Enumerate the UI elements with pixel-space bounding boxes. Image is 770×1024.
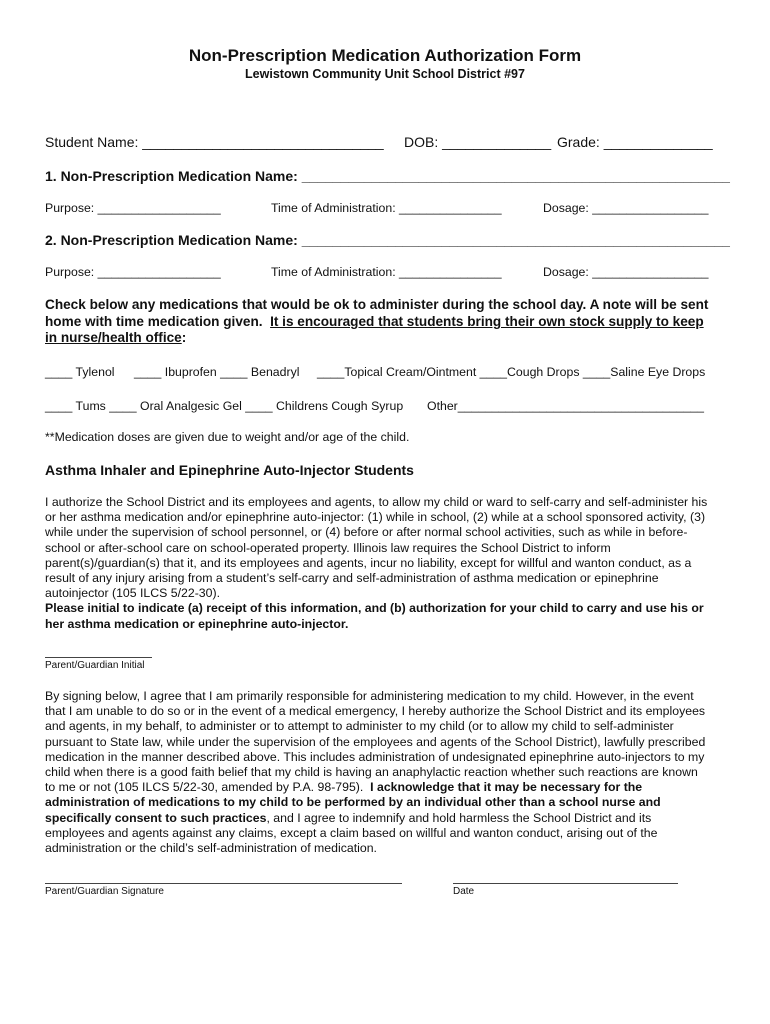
medication-option-topical-cough-eye[interactable]: ____Topical Cream/Ointment ____Cough Drops ____Saline Eye Drops [317,365,706,379]
signature-line[interactable] [45,883,402,884]
acknowledgement-line: administration of medications to my child to be performed by an individual other than a school nurse and [45,795,661,810]
medication-1-purpose-field[interactable]: Purpose: __________________ [45,201,221,215]
initial-line[interactable] [45,657,152,658]
asthma-paragraph [45,495,735,632]
medication-2-purpose-field[interactable]: Purpose: __________________ [45,265,221,279]
asthma-bold-line: Please initial to indicate (a) receipt of this information, and (b) authorization for your child to carry and use his or [45,601,704,616]
medication-option-other[interactable]: Other____________________________________ [427,399,704,413]
check-instructions-line-1: Check below any medications that would be ok to administer during the school day. A note will be sent [45,297,709,312]
date-line[interactable] [453,883,678,884]
agreement-line: medication in the manner described above. This includes administration of undesignated epinephrine auto-injectors to my [45,749,705,764]
medication-1-time-field[interactable]: Time of Administration: _______________ [271,201,502,215]
acknowledgement-text: I acknowledge that it may be necessary for the [370,780,643,795]
date-label: Date [453,886,475,897]
asthma-bold-line: her asthma medication or epinephrine auto-injector. [45,616,349,631]
form-title: Non-Prescription Medication Authorization Form [188,46,582,65]
agreement-line: and agents, in my behalf, to administer or to attempt to administer to my child (or to allow my child to self-administer [45,719,674,734]
asthma-heading: Asthma Inhaler and Epinephrine Auto-Injector Students [45,462,414,478]
agreement-line: pursuant to State law, while under the supervision of the employees and agents of the School District), lawfully prescribed [45,734,706,749]
agreement-line: By signing below, I agree that I am primarily responsible for administering medication to my child. However, in the event [45,689,694,703]
agreement-line: administration or the child’s self-administration of medication. [45,841,377,856]
check-instructions-line-3 [45,330,186,345]
consent-text: specifically consent to such practices [45,810,267,825]
student-name-field[interactable]: Student Name: _______________________________ [45,134,384,150]
agreement-paragraph [45,689,735,856]
grade-field[interactable]: Grade: ______________ [557,134,713,150]
signature-label: Parent/Guardian Signature [45,886,164,897]
asthma-line: or her asthma medication and/or epinephrine auto-injector: (1) while in school, (2) while at a school sponsored activity, (3) [45,510,706,525]
medication-option-tums-gel-syrup[interactable]: ____ Tums ____ Oral Analgesic Gel ____ Childrens Cough Syrup [45,399,404,413]
stock-supply-note: It is encouraged that students bring their own stock supply to keep [270,314,704,329]
agreement-line [45,780,735,795]
medication-2-name-field[interactable]: 2. Non-Prescription Medication Name: _______________________________________________________ [45,232,730,248]
asthma-line: parent(s)/guardian(s) that it, and its employees and agents, incur no liability, except for willful and wanton conduct, as a [45,555,692,570]
dose-note: **Medication doses are given due to weight and/or age of the child. [45,430,410,444]
agreement-line [45,811,735,826]
form-subtitle: Lewistown Community Unit School District #97 [245,67,525,81]
colon: : [181,330,187,345]
medication-option-ibuprofen-benadryl[interactable]: ____ Ibuprofen ____ Benadryl [134,365,300,379]
asthma-line: I authorize the School District and its employees and agents, to allow my child or ward to self-carry and self-administer his [45,495,708,509]
asthma-line: school or after-school care on school-operated property. Illinois law requires the School District to inform [45,540,611,555]
check-instructions-line-2 [45,314,704,329]
agreement-text: to me or not (105 ILCS 5/22-30, amended by P.A. 98-795). [45,780,371,795]
dob-field[interactable]: DOB: ______________ [404,134,552,150]
asthma-line: result of any injury arising from a student’s self-carry and self-administration of asthma medication or epinephrine [45,571,659,586]
asthma-line: autoinjector (105 ILCS 5/22-30). [45,586,220,601]
medication-1-name-field[interactable]: 1. Non-Prescription Medication Name: _______________________________________________________ [45,168,730,184]
agreement-line: that I am unable to do so or in the event of a medical emergency, I hereby authorize the School District and its employees [45,704,706,719]
agreement-line: employees and agents against any claims, except a claim based on willful and wanton conduct, arising out of the [45,825,658,840]
medication-1-dosage-field[interactable]: Dosage: _________________ [543,201,709,215]
medication-option-tylenol[interactable]: ____ Tylenol [45,365,115,379]
check-instructions-text: home with time medication given. [45,314,271,329]
asthma-line: while under the supervision of school personnel, or (4) before or after normal school activities, such as while in before- [45,525,688,540]
indemnify-text: , and I agree to indemnify and hold harmless the School District and its [266,810,652,825]
stock-supply-note-end: in nurse/health office [45,330,182,345]
agreement-line: child when there is a good faith belief that my child is having an anaphylactic reaction whether such reactions are known [45,765,698,780]
medication-2-time-field[interactable]: Time of Administration: _______________ [271,265,502,279]
medication-2-dosage-field[interactable]: Dosage: _________________ [543,265,709,279]
parent-initial-label: Parent/Guardian Initial [45,660,145,671]
